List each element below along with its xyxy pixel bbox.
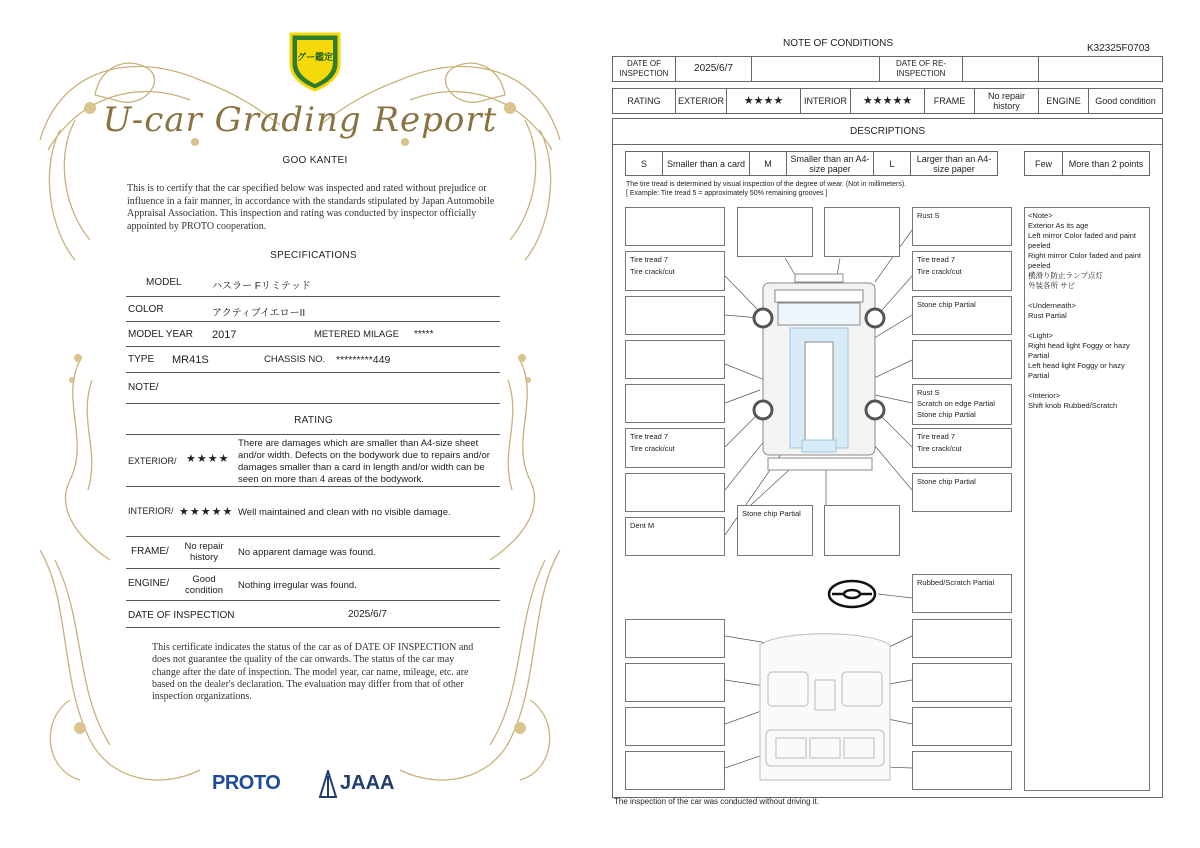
logos: [212, 770, 412, 800]
jaaa-logo: JAAA: [340, 772, 395, 794]
box-right-stone-chip: Stone chip Partial: [912, 296, 1012, 335]
rating-row-date: [126, 601, 500, 628]
box-int-right-1: [912, 619, 1012, 658]
note-engine-value: Good condition: [1089, 89, 1163, 114]
note-title: NOTE OF CONDITIONS: [783, 38, 893, 49]
notes-panel: [1024, 207, 1150, 791]
note-frame-label: FRAME: [925, 89, 975, 114]
box-int-right-2: [912, 663, 1012, 702]
box-front-right-tire: Tire tread 7 Tire crack/cut: [912, 251, 1012, 291]
interior-label: INTERIOR/: [128, 506, 174, 516]
box-right-stone-chip-2: Stone chip Partial: [912, 473, 1012, 512]
date-of-inspection-value: 2025/6/7: [676, 57, 752, 82]
report-title: U-car Grading Report: [102, 100, 498, 140]
legend-s: S: [626, 152, 663, 176]
rating-row-frame: [126, 537, 500, 569]
legend-l: L: [874, 152, 911, 176]
box-int-left-3: [625, 707, 725, 746]
box-rear-right-tire: Tire tread 7 Tire crack/cut: [912, 428, 1012, 468]
spec-row-note: [126, 373, 500, 404]
spec-row-type: [126, 347, 500, 373]
note-light: <Light> Right head light Foggy or hazy Partial Left head light Foggy or hazy Partial: [1028, 331, 1130, 380]
engine-description: Nothing irregular was found.: [238, 580, 357, 591]
rating-row-interior: [126, 487, 500, 537]
inspection-date-label: DATE OF INSPECTION: [128, 610, 235, 621]
metered-milage-label: METERED MILAGE: [314, 329, 399, 340]
rating-row-exterior: [126, 434, 500, 487]
box-left-1: [625, 207, 725, 246]
legend-few: Few: [1025, 152, 1063, 176]
certification-intro: This is to certify that the car specified below was inspected and rated without prejudice or influence in a fair manner, in accordance with the standards stipulated by Japan Automobile Appraisal Association. This inspection and rating was conducted by inspector officially appointed by PROTO cooperation.: [127, 183, 495, 232]
box-int-left-1: [625, 619, 725, 658]
legend-l-desc: Larger than an A4-size paper: [911, 152, 998, 176]
spec-row-year: [126, 322, 500, 347]
model-year-label: MODEL YEAR: [128, 329, 194, 340]
note-frame-value: No repair history: [975, 89, 1039, 114]
chassis-value: *********449: [336, 354, 391, 366]
type-label: TYPE: [128, 354, 155, 365]
descriptions-heading: DESCRIPTIONS: [612, 118, 1163, 145]
note-underneath: <Underneath> Rust Partial: [1028, 301, 1076, 320]
box-right-4: [912, 340, 1012, 379]
model-year-value: 2017: [212, 329, 237, 341]
rating-label: RATING: [613, 89, 676, 114]
frame-value: No repair history: [184, 541, 224, 563]
note-interior-stars: ★★★★★: [851, 89, 925, 114]
model-value: ハスラー Fリミテッド: [212, 281, 311, 292]
report-subtitle: GOO KANTEI: [282, 155, 348, 166]
box-front-left-tire: Tire tread 7 Tire crack/cut: [625, 251, 725, 291]
inspection-date-value: 2025/6/7: [348, 609, 387, 620]
inspection-footer: The inspection of the car was conducted without driving it.: [614, 797, 819, 806]
spec-row-model: [126, 268, 500, 297]
date-of-inspection-label: DATE OF INSPECTION: [613, 57, 676, 82]
car-interior-view: [760, 634, 890, 780]
box-int-left-2: [625, 663, 725, 702]
date-of-reinspection-label: DATE OF RE-INSPECTION: [880, 57, 963, 82]
jaaa-logo-icon: [318, 770, 338, 798]
box-int-right-4: [912, 751, 1012, 790]
car-top-view: [763, 274, 875, 470]
tire-tread-note: The tire tread is determined by visual inspection of the degree of wear. (Not in millimeters). [ Example: Tire tread 5 = approximately 50% remaining grooves ]: [626, 181, 907, 197]
engine-label: ENGINE/: [128, 578, 170, 589]
note-interior-label: INTERIOR: [801, 89, 851, 114]
box-right-rust-scratch: Rust S Scratch on edge Partial Stone chip Partial: [912, 384, 1012, 425]
legend-m: M: [750, 152, 787, 176]
box-bottom-mid-2: [824, 505, 900, 556]
model-label: MODEL: [146, 277, 182, 288]
legend-m-desc: Smaller than an A4-size paper: [787, 152, 874, 176]
note-label: NOTE/: [128, 382, 159, 393]
steering-wheel-icon: [829, 581, 875, 607]
box-top-mid-2: [824, 207, 900, 257]
proto-logo: PROTO: [212, 772, 281, 794]
certificate-disclaimer: This certificate indicates the status of the car as of DATE OF INSPECTION and does not guarantee the quality of the car onwards. The status of the car may change after the date of inspection. The model year, car name, mileage, etc. are based on the dealer's declaration. The evaluation may differ from that of other inspection organizations.: [152, 642, 474, 703]
chassis-label: CHASSIS NO.: [264, 354, 326, 365]
report-code: K32325F0703: [1087, 43, 1150, 54]
box-left-dent: Dent M: [625, 517, 725, 556]
interior-stars: ★★★★★: [179, 506, 234, 518]
specifications-heading: SPECIFICATIONS: [270, 250, 357, 261]
goo-kantei-badge: [287, 30, 343, 92]
box-left-4: [625, 340, 725, 379]
interior-description: Well maintained and clean with no visible damage.: [238, 507, 451, 518]
note-of-conditions: [600, 0, 1200, 848]
note-general: <Note> Exterior As its age Left mirror Color faded and paint peeled Right mirror Color faded and paint peeled 横滑り防止ランプ点灯 外装各所 サビ: [1028, 211, 1141, 290]
metered-milage-value: *****: [414, 329, 434, 340]
box-int-right-3: [912, 707, 1012, 746]
rating-row-engine: [126, 569, 500, 601]
box-top-mid-1: [737, 207, 813, 257]
note-interior: <Interior> Shift knob Rubbed/Scratch: [1028, 391, 1118, 410]
frame-description: No apparent damage was found.: [238, 547, 376, 558]
box-left-7: [625, 473, 725, 512]
engine-value: Good condition: [184, 574, 224, 596]
rating-heading: RATING: [294, 415, 333, 426]
box-left-3: [625, 296, 725, 335]
frame-label: FRAME/: [131, 546, 169, 557]
type-value: MR41S: [172, 354, 209, 366]
box-int-left-4: [625, 751, 725, 790]
exterior-stars: ★★★★: [186, 453, 230, 465]
legend-s-desc: Smaller than a card: [663, 152, 750, 176]
note-engine-label: ENGINE: [1039, 89, 1089, 114]
note-exterior-stars: ★★★★: [727, 89, 801, 114]
color-value: アクティブイエローII: [212, 308, 306, 319]
box-rear-left-tire: Tire tread 7 Tire crack/cut: [625, 428, 725, 468]
box-right-rust: Rust S: [912, 207, 1012, 246]
spec-row-color: [126, 297, 500, 322]
color-label: COLOR: [128, 304, 164, 315]
note-exterior-label: EXTERIOR: [676, 89, 727, 114]
badge-text: グー鑑定: [296, 52, 333, 62]
legend-few-desc: More than 2 points: [1063, 152, 1150, 176]
exterior-label: EXTERIOR/: [128, 456, 177, 466]
box-left-5: [625, 384, 725, 423]
box-steering: Rubbed/Scratch Partial: [912, 574, 1012, 613]
exterior-description: There are damages which are smaller than A4-size sheet and/or width. Defects on the bodywork due to repairs and/or damages smaller than a card in length and/or width can be seen on more than 4 areas of the bodywork.: [238, 438, 490, 485]
box-rear-stone-chip: Stone chip Partial: [737, 505, 813, 556]
